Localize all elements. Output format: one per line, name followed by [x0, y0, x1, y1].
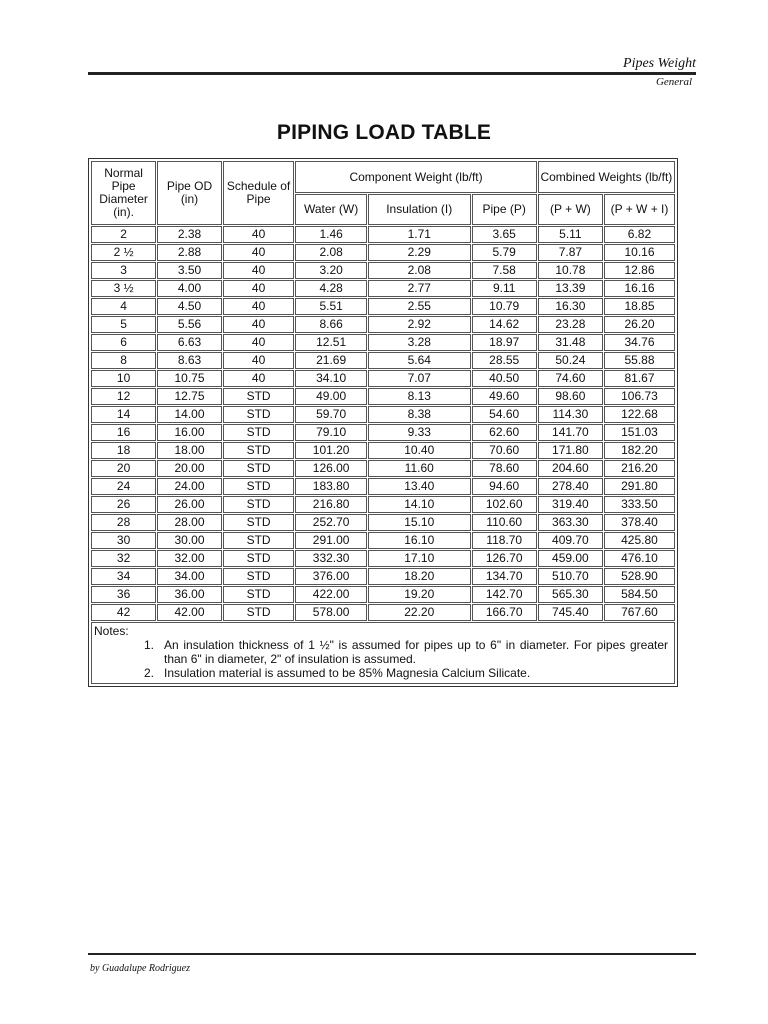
header-rule — [88, 72, 696, 75]
cell-p-plus-w-plus-i: 34.76 — [604, 334, 675, 351]
cell-water: 5.51 — [295, 298, 367, 315]
cell-p-plus-w: 141.70 — [538, 424, 603, 441]
cell-water: 12.51 — [295, 334, 367, 351]
running-header-subtitle: General — [655, 76, 692, 88]
cell-p-plus-w-plus-i: 216.20 — [604, 460, 675, 477]
cell-p-plus-w-plus-i: 425.80 — [604, 532, 675, 549]
cell-pipe-od: 32.00 — [157, 550, 222, 567]
cell-insulation: 22.20 — [368, 604, 471, 621]
cell-p-plus-w: 5.11 — [538, 226, 603, 243]
cell-water: 49.00 — [295, 388, 367, 405]
table-row — [91, 370, 675, 387]
cell-p-plus-w: 13.39 — [538, 280, 603, 297]
cell-p-plus-w-plus-i: 476.10 — [604, 550, 675, 567]
cell-p-plus-w: 510.70 — [538, 568, 603, 585]
cell-water: 8.66 — [295, 316, 367, 333]
cell-schedule: 40 — [223, 262, 295, 279]
cell-insulation: 9.33 — [368, 424, 471, 441]
cell-pipe: 70.60 — [472, 442, 537, 459]
cell-pipe-od: 8.63 — [157, 352, 222, 369]
cell-schedule: 40 — [223, 316, 295, 333]
cell-p-plus-w: 7.87 — [538, 244, 603, 261]
cell-p-plus-w: 114.30 — [538, 406, 603, 423]
cell-insulation: 18.20 — [368, 568, 471, 585]
cell-p-plus-w: 409.70 — [538, 532, 603, 549]
cell-nominal-diameter: 10 — [91, 370, 156, 387]
cell-schedule: STD — [223, 496, 295, 513]
cell-nominal-diameter: 16 — [91, 424, 156, 441]
header-p-plus-w-plus-i: (P + W + I) — [604, 194, 675, 225]
cell-schedule: STD — [223, 514, 295, 531]
cell-p-plus-w-plus-i: 333.50 — [604, 496, 675, 513]
table-row — [91, 226, 675, 243]
header-pipe: Pipe (P) — [472, 194, 537, 225]
header-combined-weights: Combined Weights (lb/ft) — [538, 161, 675, 193]
note-number: 1. — [143, 638, 154, 652]
cell-water: 79.10 — [295, 424, 367, 441]
cell-insulation: 19.20 — [368, 586, 471, 603]
header-pipe-od: Pipe OD (in) — [157, 161, 222, 225]
cell-pipe: 102.60 — [472, 496, 537, 513]
cell-pipe: 166.70 — [472, 604, 537, 621]
cell-water: 3.20 — [295, 262, 367, 279]
cell-p-plus-w-plus-i: 10.16 — [604, 244, 675, 261]
cell-p-plus-w-plus-i: 18.85 — [604, 298, 675, 315]
cell-schedule: STD — [223, 388, 295, 405]
cell-insulation: 11.60 — [368, 460, 471, 477]
cell-nominal-diameter: 42 — [91, 604, 156, 621]
running-header-title: Pipes Weight — [623, 56, 696, 71]
cell-p-plus-w: 204.60 — [538, 460, 603, 477]
table-row — [91, 460, 675, 477]
cell-p-plus-w-plus-i: 584.50 — [604, 586, 675, 603]
table-row — [91, 352, 675, 369]
cell-water: 216.80 — [295, 496, 367, 513]
cell-pipe-od: 42.00 — [157, 604, 222, 621]
cell-water: 183.80 — [295, 478, 367, 495]
cell-p-plus-w-plus-i: 767.60 — [604, 604, 675, 621]
cell-nominal-diameter: 8 — [91, 352, 156, 369]
cell-pipe-od: 16.00 — [157, 424, 222, 441]
cell-p-plus-w: 565.30 — [538, 586, 603, 603]
cell-pipe: 40.50 — [472, 370, 537, 387]
cell-nominal-diameter: 3 ½ — [91, 280, 156, 297]
cell-insulation: 1.71 — [368, 226, 471, 243]
cell-p-plus-w: 363.30 — [538, 514, 603, 531]
cell-pipe: 14.62 — [472, 316, 537, 333]
header-p-plus-w: (P + W) — [538, 194, 603, 225]
cell-pipe-od: 14.00 — [157, 406, 222, 423]
note-item — [94, 638, 672, 666]
cell-insulation: 10.40 — [368, 442, 471, 459]
cell-nominal-diameter: 18 — [91, 442, 156, 459]
note-text: Insulation material is assumed to be 85% Magnesia Calcium Silicate. — [164, 666, 531, 680]
cell-water: 252.70 — [295, 514, 367, 531]
cell-nominal-diameter: 30 — [91, 532, 156, 549]
cell-pipe: 10.79 — [472, 298, 537, 315]
cell-pipe-od: 4.00 — [157, 280, 222, 297]
cell-schedule: STD — [223, 550, 295, 567]
cell-schedule: 40 — [223, 226, 295, 243]
cell-nominal-diameter: 32 — [91, 550, 156, 567]
cell-schedule: STD — [223, 460, 295, 477]
header-nominal-diameter: Normal Pipe Diameter (in). — [91, 161, 156, 225]
cell-nominal-diameter: 12 — [91, 388, 156, 405]
table-row — [91, 442, 675, 459]
notes-cell — [91, 622, 675, 684]
cell-pipe: 7.58 — [472, 262, 537, 279]
cell-water: 2.08 — [295, 244, 367, 261]
notes-label: Notes: — [94, 624, 129, 638]
cell-p-plus-w: 459.00 — [538, 550, 603, 567]
cell-p-plus-w: 745.40 — [538, 604, 603, 621]
cell-water: 422.00 — [295, 586, 367, 603]
cell-p-plus-w: 319.40 — [538, 496, 603, 513]
cell-water: 101.20 — [295, 442, 367, 459]
header-component-weight: Component Weight (lb/ft) — [295, 161, 536, 193]
cell-insulation: 8.13 — [368, 388, 471, 405]
note-text: An insulation thickness of 1 ½" is assumed for pipes up to 6" in diameter. For pipes greater than 6" in diameter, 2" of insulation is assumed. — [164, 638, 668, 666]
cell-insulation: 2.92 — [368, 316, 471, 333]
table-row — [91, 316, 675, 333]
cell-p-plus-w: 171.80 — [538, 442, 603, 459]
table-row — [91, 244, 675, 261]
header-water: Water (W) — [295, 194, 367, 225]
cell-water: 4.28 — [295, 280, 367, 297]
cell-water: 578.00 — [295, 604, 367, 621]
table-row — [91, 280, 675, 297]
cell-insulation: 16.10 — [368, 532, 471, 549]
header-schedule: Schedule of Pipe — [223, 161, 295, 225]
cell-p-plus-w-plus-i: 26.20 — [604, 316, 675, 333]
cell-schedule: STD — [223, 604, 295, 621]
cell-pipe-od: 12.75 — [157, 388, 222, 405]
cell-pipe-od: 26.00 — [157, 496, 222, 513]
cell-insulation: 5.64 — [368, 352, 471, 369]
table-row — [91, 424, 675, 441]
cell-pipe: 28.55 — [472, 352, 537, 369]
cell-insulation: 3.28 — [368, 334, 471, 351]
cell-pipe-od: 10.75 — [157, 370, 222, 387]
cell-water: 1.46 — [295, 226, 367, 243]
table-row — [91, 586, 675, 603]
cell-insulation: 13.40 — [368, 478, 471, 495]
cell-pipe-od: 3.50 — [157, 262, 222, 279]
cell-schedule: 40 — [223, 370, 295, 387]
table-row — [91, 532, 675, 549]
cell-p-plus-w-plus-i: 16.16 — [604, 280, 675, 297]
cell-schedule: STD — [223, 568, 295, 585]
cell-pipe: 62.60 — [472, 424, 537, 441]
table-row — [91, 406, 675, 423]
cell-pipe-od: 24.00 — [157, 478, 222, 495]
cell-nominal-diameter: 24 — [91, 478, 156, 495]
cell-water: 21.69 — [295, 352, 367, 369]
table-row — [91, 262, 675, 279]
cell-pipe: 54.60 — [472, 406, 537, 423]
cell-schedule: STD — [223, 424, 295, 441]
cell-water: 126.00 — [295, 460, 367, 477]
cell-nominal-diameter: 3 — [91, 262, 156, 279]
cell-schedule: 40 — [223, 298, 295, 315]
cell-pipe: 110.60 — [472, 514, 537, 531]
cell-p-plus-w-plus-i: 291.80 — [604, 478, 675, 495]
cell-pipe-od: 20.00 — [157, 460, 222, 477]
cell-pipe-od: 4.50 — [157, 298, 222, 315]
cell-insulation: 15.10 — [368, 514, 471, 531]
table-row — [91, 568, 675, 585]
table-row — [91, 388, 675, 405]
cell-p-plus-w-plus-i: 106.73 — [604, 388, 675, 405]
cell-insulation: 2.55 — [368, 298, 471, 315]
table-row — [91, 604, 675, 621]
cell-nominal-diameter: 26 — [91, 496, 156, 513]
cell-schedule: STD — [223, 442, 295, 459]
cell-pipe: 3.65 — [472, 226, 537, 243]
cell-pipe: 118.70 — [472, 532, 537, 549]
cell-p-plus-w-plus-i: 6.82 — [604, 226, 675, 243]
cell-p-plus-w: 74.60 — [538, 370, 603, 387]
cell-pipe-od: 36.00 — [157, 586, 222, 603]
cell-p-plus-w-plus-i: 55.88 — [604, 352, 675, 369]
cell-p-plus-w-plus-i: 12.86 — [604, 262, 675, 279]
piping-load-table — [90, 160, 676, 685]
cell-schedule: 40 — [223, 352, 295, 369]
header-insulation: Insulation (I) — [368, 194, 471, 225]
table-row — [91, 478, 675, 495]
cell-pipe: 142.70 — [472, 586, 537, 603]
table-row — [91, 514, 675, 531]
cell-schedule: 40 — [223, 280, 295, 297]
cell-nominal-diameter: 6 — [91, 334, 156, 351]
cell-pipe: 9.11 — [472, 280, 537, 297]
cell-insulation: 2.77 — [368, 280, 471, 297]
cell-p-plus-w-plus-i: 528.90 — [604, 568, 675, 585]
cell-pipe: 5.79 — [472, 244, 537, 261]
cell-p-plus-w: 10.78 — [538, 262, 603, 279]
cell-insulation: 8.38 — [368, 406, 471, 423]
document-title: PIPING LOAD TABLE — [276, 121, 492, 144]
cell-pipe: 49.60 — [472, 388, 537, 405]
cell-nominal-diameter: 14 — [91, 406, 156, 423]
table-row — [91, 496, 675, 513]
note-number: 2. — [143, 666, 154, 680]
cell-p-plus-w: 50.24 — [538, 352, 603, 369]
cell-p-plus-w: 23.28 — [538, 316, 603, 333]
cell-water: 291.00 — [295, 532, 367, 549]
cell-schedule: STD — [223, 478, 295, 495]
cell-schedule: 40 — [223, 334, 295, 351]
note-item — [94, 666, 672, 680]
cell-nominal-diameter: 28 — [91, 514, 156, 531]
cell-nominal-diameter: 34 — [91, 568, 156, 585]
cell-p-plus-w-plus-i: 81.67 — [604, 370, 675, 387]
cell-pipe-od: 5.56 — [157, 316, 222, 333]
cell-pipe-od: 30.00 — [157, 532, 222, 549]
cell-nominal-diameter: 4 — [91, 298, 156, 315]
cell-insulation: 2.08 — [368, 262, 471, 279]
cell-insulation: 17.10 — [368, 550, 471, 567]
cell-pipe: 126.70 — [472, 550, 537, 567]
footer-rule — [88, 953, 696, 955]
footer-author: by Guadalupe Rodriguez — [90, 963, 190, 974]
cell-p-plus-w-plus-i: 182.20 — [604, 442, 675, 459]
cell-water: 376.00 — [295, 568, 367, 585]
cell-pipe: 18.97 — [472, 334, 537, 351]
cell-pipe-od: 28.00 — [157, 514, 222, 531]
cell-nominal-diameter: 2 ½ — [91, 244, 156, 261]
cell-schedule: 40 — [223, 244, 295, 261]
cell-schedule: STD — [223, 532, 295, 549]
cell-p-plus-w-plus-i: 122.68 — [604, 406, 675, 423]
cell-nominal-diameter: 5 — [91, 316, 156, 333]
table-row — [91, 298, 675, 315]
table-row — [91, 334, 675, 351]
cell-insulation: 14.10 — [368, 496, 471, 513]
cell-water: 332.30 — [295, 550, 367, 567]
cell-insulation: 2.29 — [368, 244, 471, 261]
cell-water: 34.10 — [295, 370, 367, 387]
cell-schedule: STD — [223, 586, 295, 603]
cell-water: 59.70 — [295, 406, 367, 423]
cell-pipe: 78.60 — [472, 460, 537, 477]
cell-p-plus-w-plus-i: 151.03 — [604, 424, 675, 441]
cell-pipe: 134.70 — [472, 568, 537, 585]
cell-pipe-od: 2.88 — [157, 244, 222, 261]
cell-nominal-diameter: 36 — [91, 586, 156, 603]
cell-p-plus-w: 278.40 — [538, 478, 603, 495]
table-row — [91, 550, 675, 567]
cell-p-plus-w: 31.48 — [538, 334, 603, 351]
cell-pipe-od: 18.00 — [157, 442, 222, 459]
cell-pipe-od: 2.38 — [157, 226, 222, 243]
cell-pipe-od: 34.00 — [157, 568, 222, 585]
cell-nominal-diameter: 20 — [91, 460, 156, 477]
cell-pipe: 94.60 — [472, 478, 537, 495]
cell-insulation: 7.07 — [368, 370, 471, 387]
cell-p-plus-w: 98.60 — [538, 388, 603, 405]
cell-p-plus-w-plus-i: 378.40 — [604, 514, 675, 531]
cell-nominal-diameter: 2 — [91, 226, 156, 243]
cell-pipe-od: 6.63 — [157, 334, 222, 351]
piping-load-table-frame — [88, 158, 678, 687]
table-body — [91, 226, 675, 621]
cell-p-plus-w: 16.30 — [538, 298, 603, 315]
cell-schedule: STD — [223, 406, 295, 423]
